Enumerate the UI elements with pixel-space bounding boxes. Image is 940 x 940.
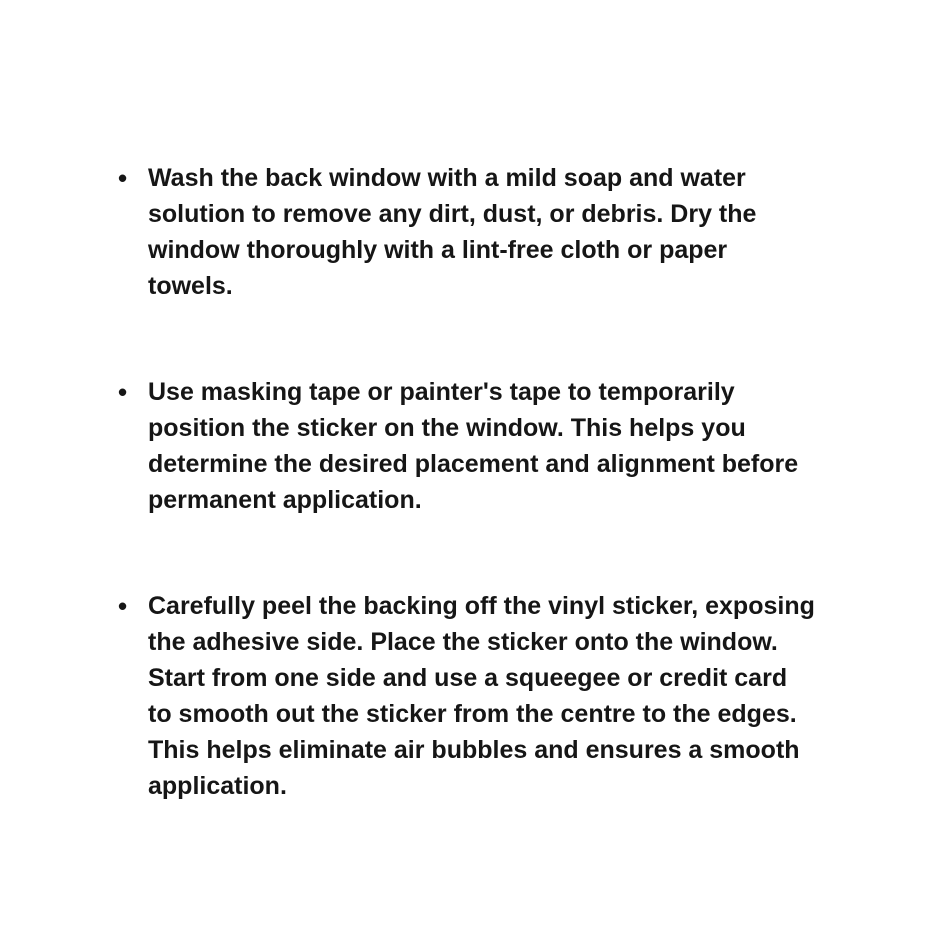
text-line: determine the desired placement and alignment before	[148, 450, 799, 478]
text-line: Start from one side and use a squeegee or credit card	[148, 664, 788, 692]
text-line: position the sticker on the window. This helps you	[148, 414, 746, 442]
bullet-item-masking-tape	[118, 374, 840, 518]
text-line: to smooth out the sticker from the centre to the edges.	[148, 700, 797, 728]
text-line: This helps eliminate air bubbles and ensures a smooth	[148, 736, 800, 764]
bullet-item-wash-window	[118, 160, 840, 304]
text-line: towels.	[148, 272, 233, 300]
bullet-text-block	[148, 588, 840, 804]
text-line: the adhesive side. Place the sticker onto the window.	[148, 628, 778, 656]
bullet-item-peel-backing	[118, 588, 840, 804]
bullet-icon: •	[118, 377, 128, 407]
text-line: application.	[148, 772, 287, 800]
text-line: Carefully peel the backing off the vinyl sticker, exposing	[148, 592, 815, 620]
text-line: Use masking tape or painter's tape to temporarily	[148, 378, 735, 406]
text-line: permanent application.	[148, 486, 422, 514]
text-line: Wash the back window with a mild soap and water	[148, 164, 746, 192]
bullet-text-block	[148, 160, 840, 304]
text-line: solution to remove any dirt, dust, or debris. Dry the	[148, 200, 757, 228]
bullet-icon: •	[118, 591, 128, 621]
bullet-text-block	[148, 374, 840, 518]
text-line: window thoroughly with a lint-free cloth or paper	[148, 236, 728, 264]
bullet-list	[118, 160, 840, 804]
bullet-icon: •	[118, 163, 128, 193]
